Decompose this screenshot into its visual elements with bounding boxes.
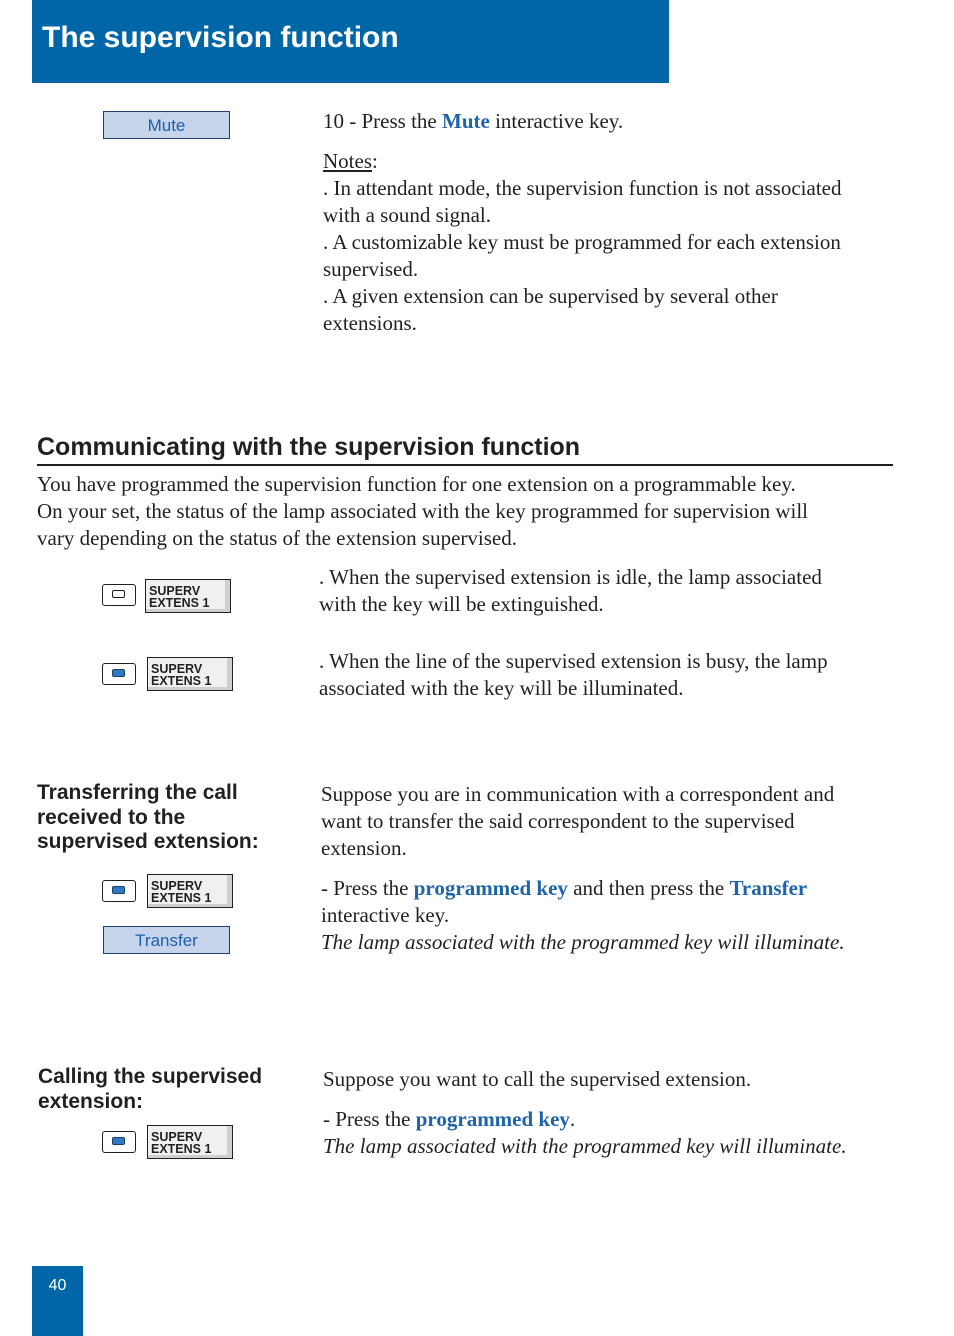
calling-heading: Calling the supervised extension: — [38, 1065, 263, 1113]
notes-list — [323, 175, 923, 337]
transfer-heading: Transferring the call received to the supervised extension: — [37, 781, 259, 853]
superv-key-transfer[interactable]: SUPERV EXTENS 1 — [147, 874, 233, 908]
superv-key-calling[interactable]: SUPERV EXTENS 1 — [147, 1125, 233, 1159]
led-on-icon — [112, 669, 125, 677]
programmed-key-keyword: programmed key — [413, 876, 568, 900]
transfer-note: The lamp associated with the programmed key will illuminate. — [321, 930, 845, 954]
page-number: 40 — [48, 1277, 67, 1294]
programmed-key-keyword: programmed key — [415, 1107, 570, 1131]
lamp-on-icon — [102, 663, 136, 685]
calling-note: The lamp associated with the programmed key will illuminate. — [323, 1134, 847, 1158]
lamp-on-icon — [102, 1131, 136, 1153]
mute-softkey[interactable]: Mute — [103, 111, 230, 139]
transfer-keyword: Transfer — [729, 876, 808, 900]
note-line: extensions. — [323, 311, 417, 335]
page-title: The supervision function — [42, 21, 399, 54]
note-line: supervised. — [323, 257, 419, 281]
idle-description: . When the supervised extension is idle, the lamp associated with the key will be extinguished. — [319, 565, 822, 616]
note-line: . A customizable key must be programmed for each extension — [323, 230, 841, 254]
section-intro — [37, 471, 917, 552]
lamp-on-icon — [102, 880, 136, 902]
calling-step: - Press the programmed key. The lamp associated with the programmed key will illuminate. — [323, 1106, 923, 1160]
intro-line: vary depending on the status of the extension supervised. — [37, 526, 517, 550]
superv-key-idle[interactable]: SUPERV EXTENS 1 — [145, 579, 231, 613]
led-off-icon — [112, 590, 125, 598]
transfer-body: Suppose you are in communication with a correspondent and want to transfer the said correspondent to the supervised extension. — [321, 782, 835, 860]
note-line: with a sound signal. — [323, 203, 491, 227]
note-line: . In attendant mode, the supervision function is not associated — [323, 176, 842, 200]
intro-line: On your set, the status of the lamp associated with the key programmed for supervision will — [37, 499, 809, 523]
transfer-step: - Press the programmed key and then press the Transfer interactive key. The lamp associated with the programmed key will illuminate. — [321, 875, 911, 956]
busy-description: . When the line of the supervised extension is busy, the lamp associated with the key will be illuminated. — [319, 649, 828, 700]
step-10: 10 - Press the Mute interactive key. — [323, 109, 624, 133]
transfer-softkey[interactable]: Transfer — [103, 926, 230, 954]
section-divider — [37, 464, 893, 466]
calling-body: Suppose you want to call the supervised extension. — [323, 1067, 752, 1091]
led-on-icon — [112, 1137, 125, 1145]
lamp-off-icon — [102, 584, 136, 606]
note-line: . A given extension can be supervised by several other — [323, 284, 778, 308]
led-on-icon — [112, 886, 125, 894]
notes-heading: Notes: — [323, 149, 378, 173]
mute-keyword: Mute — [442, 109, 490, 133]
intro-line: You have programmed the supervision function for one extension on a programmable key. — [37, 472, 796, 496]
superv-key-busy[interactable]: SUPERV EXTENS 1 — [147, 657, 233, 691]
section-title: Communicating with the supervision function — [37, 433, 581, 461]
